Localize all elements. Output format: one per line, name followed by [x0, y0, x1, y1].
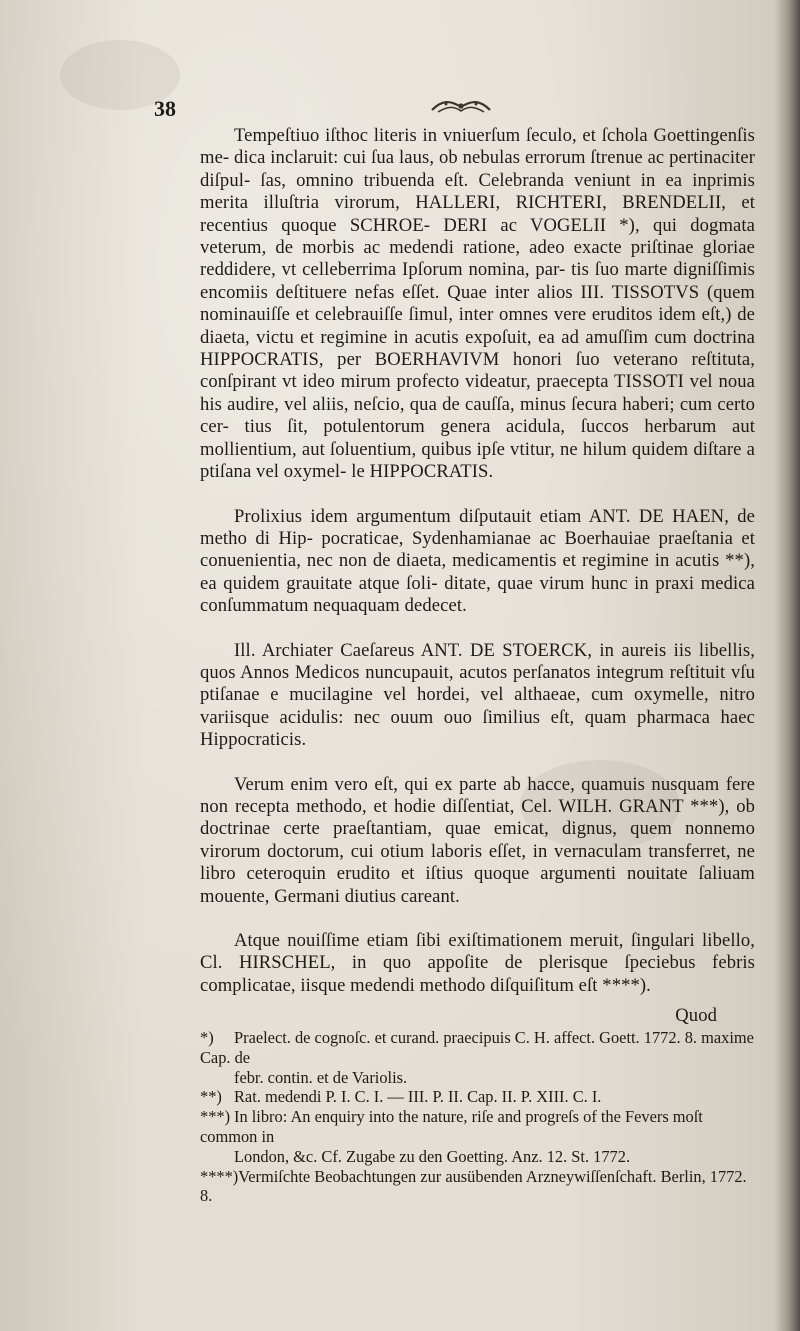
body-text: [200, 125, 755, 1028]
footnote-text: Rat. medendi P. I. C. I. — III. P. II. Cap. II. P. XIII. C. I.: [234, 1087, 602, 1107]
paragraph-text: Atque nouiſſime etiam ſibi exiſtimationem meruit, ſingulari libello, Cl. HIRSCHEL, in quo appoſite de plerisque ſpeciebus febris complicatae, iisque medendi methodo diſquiſitum eſt ****).: [200, 930, 755, 996]
paragraph-5: [200, 930, 755, 997]
footnotes: [200, 1028, 755, 1206]
paragraph-text: Prolixius idem argumentum diſputauit etiam ANT. DE HAEN, de metho di Hip- pocraticae, Sydenhamianae ac Boerhauiae praeſtania et conuenientia, nec non de diaeta, medicamentis et regimine in acutis **), ea quidem grauitate atque ſoli- ditate, quae virum hunc in praxi medica conſummatum nequaquam dedecet.: [200, 505, 755, 617]
paragraph-2: [200, 506, 755, 618]
head-ornament-icon: [428, 98, 494, 116]
paragraph-text: Tempeſtiuo iſthoc literis in vniuerſum ſeculo, et ſchola Goettingenſis me- dica inclaruit: cui ſua laus, ob nebulas errorum ſtrenue ac pertinaciter diſpul- ſas, omnino tribuenda eſt. Celebranda veniunt in ea inprimis merita illuſtria virorum, HALLERI, RICHTERI, BRENDELII, et recentius quoque SCHROE- DERI ac VOGELII *), qui dogmata veterum, de morbis ac medendi ratione, adeo exacte priſtinae gloriae reddidere, vt celleberrima Ipſorum nomina, par- tis ſuo marte digniſſimis encomiis deſtituere nefas eſſet. Quae inter alios III. TISSOTVS (quem nominauiſſe et celebrauiſſe ſimul, inter omnes vere eruditos idem eſt,) de diaeta, victu et regimine in acutis expoſuit, ea ad amuſſim cum doctrina HIPPOCRATIS, per BOERHAVIVM honori ſuo veterano reſtituta, conſpirant vt ideo mirum profecto videatur, praecepta TISSOTI vel noua his audire, vel aliis, neſcio, qua de cauſſa, minus ſecura haberi; cum certo cer- tius ſit, potulentorum genera acidula, ſuccos herbarum aut mollientium, aut ſoluentium, quibus ipſe vtitur, ne hilum quidem diſtare a ptiſana vel oxymel- le HIPPOCRATIS.: [200, 125, 755, 483]
footnote: [200, 1167, 755, 1207]
footnote-continuation: London, &c. Cf. Zugabe zu den Goetting. Anz. 12. St. 1772.: [234, 1146, 631, 1166]
page-gutter-shadow: [774, 0, 800, 1331]
footnote-mark: **): [200, 1087, 222, 1107]
paragraph-4: [200, 774, 755, 908]
footnote-mark: ****): [200, 1166, 239, 1186]
footnote-mark: *): [200, 1028, 214, 1047]
footnote-continuation: febr. contin. et de Variolis.: [234, 1067, 408, 1087]
footnote: [200, 1107, 755, 1147]
footnote: [200, 1087, 755, 1107]
page-header: [150, 96, 740, 124]
paragraph-1: [200, 125, 755, 484]
page-number: 38: [154, 96, 176, 121]
catchword: Quod: [675, 1005, 717, 1027]
footnote: [200, 1028, 755, 1068]
paragraph-3: [200, 640, 755, 752]
footnote-text: In libro: An enquiry into the nature, riſe and progreſs of the Fevers moſt common in: [200, 1107, 703, 1146]
footnote-text: Praelect. de cognoſc. et curand. praecipuis C. H. affect. Goett. 1772. 8. maxime Cap. de: [200, 1028, 754, 1067]
footnote-text: Vermiſchte Beobachtungen zur ausübenden Arzneywiſſenſchaft. Berlin, 1772. 8.: [200, 1166, 747, 1206]
paragraph-text: Verum enim vero eſt, qui ex parte ab hacce, quamuis nusquam fere non recepta methodo, et hodie diſſentiat, Cel. WILH. GRANT ***), ob doctrinae certe praeſtantiam, quae emicat, dignus, quem nonnemo virorum doctorum, cui otium laboris eſſet, in vernaculam transferret, ne libro ceteroquin erudito et iſtius quoque argumenti nouitate ſaliuam mouente, Germani diutius careant.: [200, 773, 755, 907]
paragraph-text: Ill. Archiater Caeſareus ANT. DE STOERCK, in aureis iis libellis, quos Annos Medicos nuncupauit, acutos perſanatos integrum reſtituit vſu ptiſanae e mucilagine vel hordei, vel althaeae, cum oxymelle, nitro variisque acidulis: nec ouum ouo ſimilius eſt, quam pharmaca haec Hippocraticis.: [200, 639, 755, 751]
footnote-mark: ***): [200, 1107, 231, 1127]
